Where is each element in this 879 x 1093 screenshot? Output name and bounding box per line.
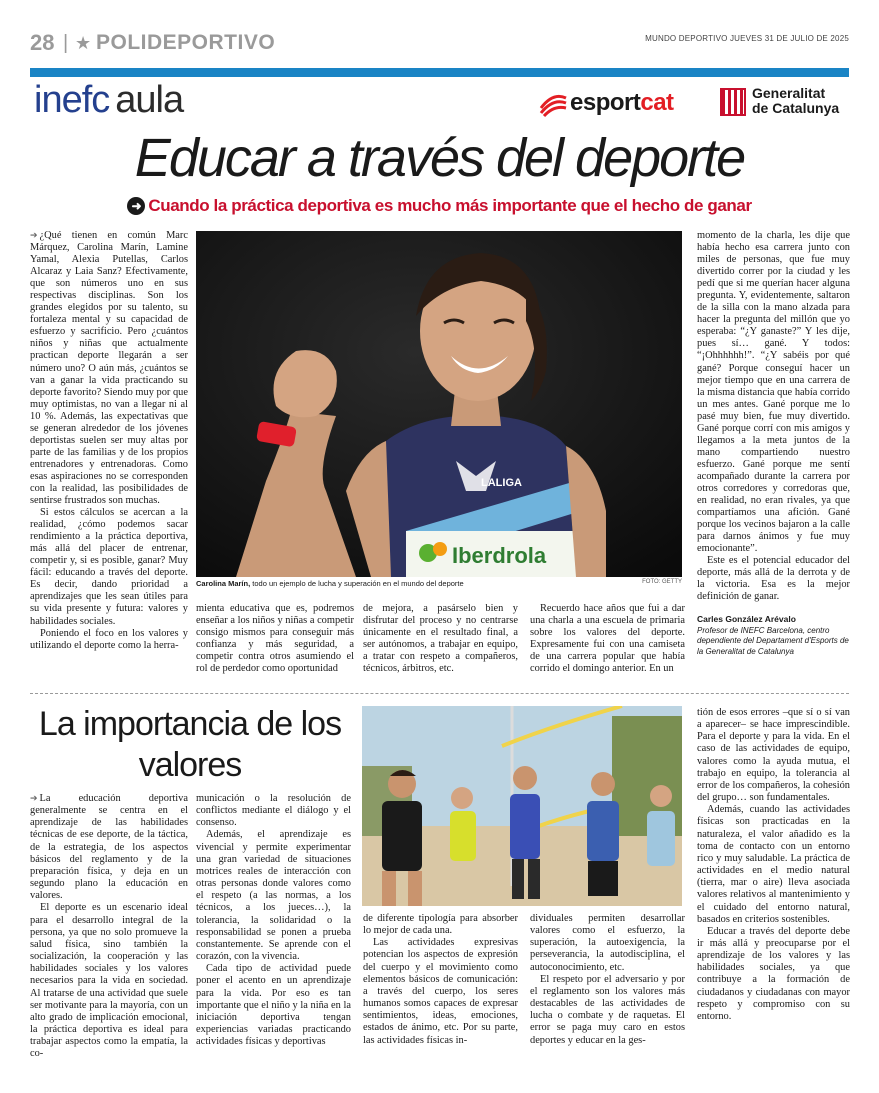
page-number: 28 xyxy=(30,30,55,55)
article2-column-3 xyxy=(363,913,518,1047)
paragraph-text: ¿Qué tienen en común Marc Márquez, Carolina Marín, Lamine Yamal, Alexia Putellas, Carlos Alcaraz y Laia Sanz? Efectivamente, que son números uno en sus respectivas disciplinas. Son los grandes elegidos por su talento, su fortaleza mental y su capacidad de esfuerzo y sacrificio. Pero ¿cuántos niños y niñas que actualmente practican deporte llegarán a ser número uno? O aún más, ¿cuántos se van a ganar la vida practicando su deporte favorito? Siendo muy por que muy optimistas, no van a llegar ni al 10 %. Además, las expectativas que se generan alrededor de los jóvenes deportistas suelen ser muy altas por parte de las familias y de los propios entrenadores y entrenadoras. Como esas aspiraciones no se corresponden con la realidad, las posibilidades de sentirse frustrados son muchas. xyxy=(30,230,188,507)
paragraph-text: La educación deportiva generalmente se centra en el aprendizaje de las habilidades técnicas de ese deporte, de la táctica, de la estrategia, de los aspectos básicos del reglamento y de la preparación física, y deja en un segundo plano la educación en valores. xyxy=(30,793,188,902)
photo-caption xyxy=(196,579,682,588)
paragraph: El deporte es un escenario ideal para el desarrollo integral de la persona, ya que no solo promueve la salud física, sino también la socialización, la cooperación y las habilidades sociales y los valores necesarios para la vida en sociedad. Al tratarse de una actividad que suele ser motivante para la mayoría, con un alto grado de implicación emocional, la práctica deportiva es ideal para trabajar aspectos como la empatía, la co- xyxy=(30,902,188,1060)
generalitat-wordmark xyxy=(752,86,839,116)
paragraph xyxy=(30,230,188,507)
esportcat-word-b: cat xyxy=(640,89,674,116)
paragraph: de diferente tipología para absorber lo mejor de cada una. xyxy=(363,913,518,937)
article1-column-2 xyxy=(196,603,354,675)
esportcat-logo xyxy=(538,86,698,122)
caption-name: Carolina Marín, xyxy=(196,579,251,588)
paragraph: Además, el aprendizaje es vivencial y permite experimentar una gran variedad de situaciones motrices reales de interacción con otras personas donde valores como el respeto (a las normas, a los técnicos, a los jueces…), la tolerancia, la solidaridad o la responsabilidad se ponen a prueba constantemente. Se aprende con el corazón, con la vivencia. xyxy=(196,829,351,963)
jersey-sponsor-text: LALIGA xyxy=(481,477,522,489)
section-title: POLIDEPORTIVO xyxy=(96,31,276,54)
paragraph: Si estos cálculos se acercan a la realidad, ¿cómo podemos sacar rendimiento a la práctica deportiva, más allá del placer de entrenar, competir y, si es posible, ganar? Muy fácil: educando a través del deporte. Es decir, dando prioridad a aprendizajes que les sean útiles para su vida presente y futura: valores y habilidades sociales. xyxy=(30,507,188,627)
lead-arrow-icon: ➔ xyxy=(30,794,38,804)
subheadline-text: Cuando la práctica deportiva es mucho más importante que el hecho de ganar xyxy=(148,196,752,215)
paragraph: Poniendo el foco en los valores y utilizando el deporte como la herra- xyxy=(30,627,188,651)
inefc-logo-sub: aula xyxy=(115,79,184,121)
star-icon: ★ xyxy=(75,33,92,53)
paragraph: Además, cuando las actividades físicas son practicadas en la naturaleza, el valor añadido es la toma de contacto con un entorno rico y muy saludable. La práctica de actividades en el medio natural (tierra, mar o aire) lleva asociada valores relativos al mantenimiento y el cuidado del entorno natural, basados en criterios sostenibles. xyxy=(697,804,850,925)
esportcat-word-a: esport xyxy=(570,89,641,116)
dateline: MUNDO DEPORTIVO JUEVES 31 DE JULIO DE 2025 xyxy=(645,34,849,43)
esportcat-mark-icon xyxy=(538,88,568,118)
inefc-aula-logo xyxy=(34,80,183,120)
generalitat-logo xyxy=(720,86,850,120)
beach-volleyball-photo xyxy=(362,706,682,906)
paragraph: Recuerdo hace años que fui a dar una charla a una escuela de primaria sobre los valores del deporte. Expresamente fui con una camiseta de una carrera popular que había corrido el domingo anterior. En un xyxy=(530,603,685,675)
page-header xyxy=(30,30,849,58)
article1-column-5 xyxy=(697,230,850,657)
paragraph: de mejora, a pasárselo bien y disfrutar del proceso y no centrarse únicamente en el resultado final, a ser autónomos, a trabajar en equipo, a tratar con respeto a compañeros, técnicos, árbitros, etc. xyxy=(363,603,518,675)
lead-arrow-icon: ➔ xyxy=(30,231,38,241)
article2-column-2 xyxy=(196,793,351,1048)
paragraph: Educar a través del deporte debe ir más allá y preocuparse por el aprendizaje de los valores y las habilidades sociales, ya que contribuye a la formación de ciudadanos y ciudadanas con mayor respeto y compromiso con su entorno. xyxy=(697,925,850,1022)
generalitat-flag-icon xyxy=(720,88,746,116)
paragraph: Cada tipo de actividad puede poner el acento en un aprendizaje para la vida. Por eso es tan importante que el niño y la niña en la iniciación deportiva tengan experiencias variadas practicando actividades físicas y deportivas xyxy=(196,963,351,1048)
article1-column-4 xyxy=(530,603,685,675)
sidebar-headline: La importancia de los valores xyxy=(38,705,342,784)
article-subheadline xyxy=(0,196,879,216)
esportcat-wordmark xyxy=(570,89,674,117)
paragraph: municación o la resolución de conflictos mediante el diálogo y el consenso. xyxy=(196,793,351,829)
photo-credit: FOTO: GETTY xyxy=(642,579,682,585)
paragraph: El respeto por el adversario y por el reglamento son los valores más destacables de las actividades de lucha o combate y de raquetas. El error se paga muy caro en estos deportes y educar en la ges- xyxy=(530,973,685,1046)
paragraph: tión de esos errores –que sí o sí van a aparecer– se hace imprescindible. Para el deporte y para la vida. En el caso de las actividades de equipo, valores como la ayuda mutua, el trabajo en equipo, la tolerancia al error de los compañeros, la cohesión del grupo… son fundamentales. xyxy=(697,707,850,804)
article-headline: Educar a través del deporte xyxy=(134,128,745,188)
article2-column-5 xyxy=(697,707,850,1023)
inefc-logo-main: inefc xyxy=(34,79,110,121)
author-role: Profesor de INEFC Barcelona, centro dependiente del Departament d'Esports de la Generalitat de Catalunya xyxy=(697,625,849,656)
article2-column-1 xyxy=(30,793,188,1060)
author-name: Carles González Arévalo xyxy=(697,614,796,625)
paragraph: Las actividades expresivas potencian los aspectos de expresión del cuerpo y el movimiento como elementos básicos de comunicación: a través del cuerpo, los seres humanos somos capaces de expresar sentimientos, ideas, emociones, estados de ánimo, etc. Por su parte, las actividades físicas in- xyxy=(363,937,518,1046)
generalitat-line-1: Generalitat xyxy=(752,85,826,101)
volleyball-photo-illustration xyxy=(362,706,682,906)
caption-text: todo un ejemplo de lucha y superación en el mundo del deporte xyxy=(252,579,464,588)
generalitat-line-2: de Catalunya xyxy=(752,100,840,116)
paragraph xyxy=(30,793,188,902)
article1-column-3 xyxy=(363,603,518,675)
jersey-iberdrola-text: Iberdrola xyxy=(452,543,547,568)
header-separator: | xyxy=(63,32,69,54)
athlete-photo-illustration xyxy=(196,231,682,577)
paragraph: dividuales permiten desarrollar valores como el esfuerzo, la superación, la autoexigencia, la perseverancia, la autodisciplina, el autoconocimiento, etc. xyxy=(530,913,685,973)
arrow-right-icon: ➜ xyxy=(127,197,145,215)
paragraph: momento de la charla, les dije que había hecho esa carrera junto con miles de personas, que fue muy divertido correr por la ciudad y les pedí que si me querían hacer alguna pregunta. Y, evidentemente, saltaron de la silla con la mano alzada para hacer la pregunta del millón que yo esperaba: “¿Y ganaste?” Y les dije, pues sí… gané. Y todos: “¡Ohhhhhh!”. “¿Y sabéis por qué gané? Porque conseguí hacer un mejor tiempo que en una carrera de la misma distancia que había corrido un mes antes. Gané porque me lo pasé muy bien, fue muy divertido. Gané porque corrí con mis amigos y llegamos a la meta juntos de la mano compartiendo nuestro esfuerzo. Gané porque me sentí acompañado durante la carrera por otros corredores y corredoras que, en realidad, no eran rivales, ya que compartíamos una afición. Gané porque los vecinos bajaron a la calle para darnos ánimos y fue muy emocionante”. xyxy=(697,230,850,555)
paragraph: Este es el potencial educador del deporte, más allá de la derrota y de la victoria. Esa es la mejor definición de ganar. xyxy=(697,555,850,603)
article-divider xyxy=(30,693,849,694)
paragraph: mienta educativa que es, podremos enseñar a los niños y niñas a competir consigo mismos para conseguir más confianza y más seguridad, a competir contra otros asumiendo el rol de perdedor como oportunidad xyxy=(196,603,354,675)
article1-column-1 xyxy=(30,230,188,652)
main-photo xyxy=(196,231,682,577)
section-color-bar xyxy=(30,68,849,77)
article2-column-4 xyxy=(530,913,685,1047)
